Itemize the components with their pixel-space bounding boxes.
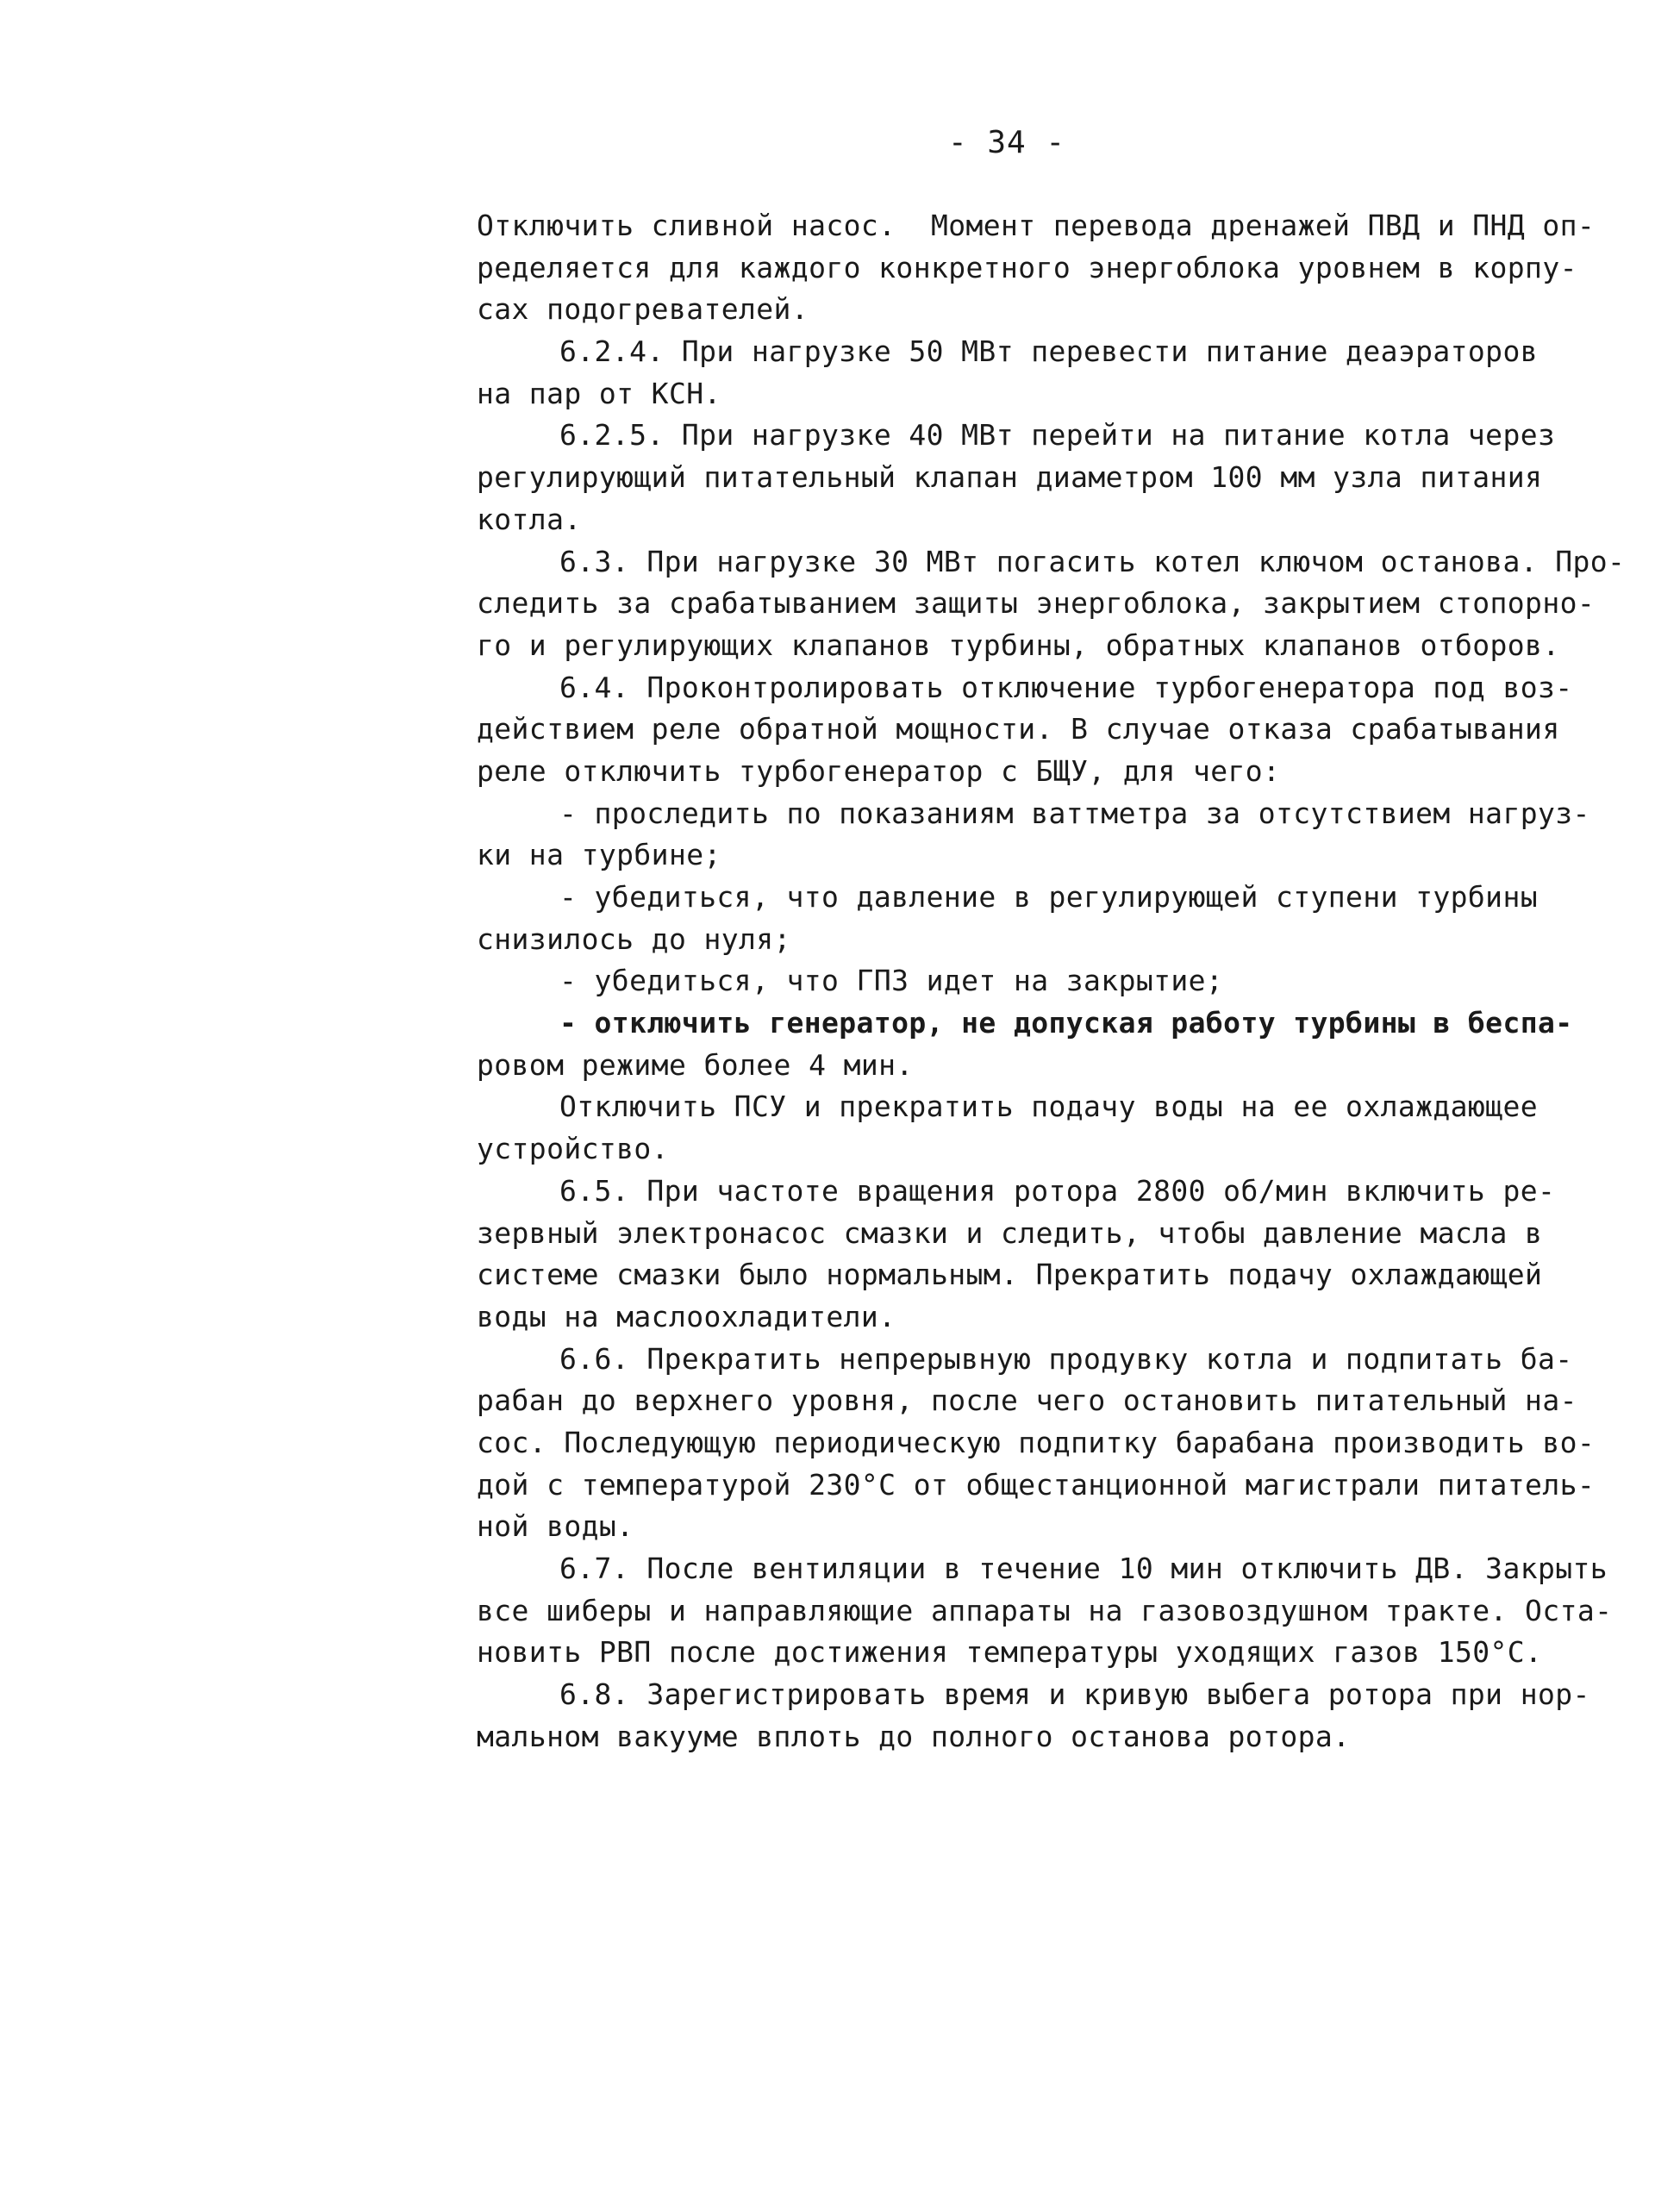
page-number: - 34 - [948,125,1066,160]
text-line: 6.8. Зарегистрировать время и кривую выбега ротора при нор- [559,1677,1590,1712]
text-line: котла. [477,502,582,536]
text-line: новить РВП после достижения температуры уходящих газов 150°С. [477,1635,1543,1670]
text-line: го и регулирующих клапанов турбины, обратных клапанов отборов. [477,628,1560,662]
text-line: зервный электронасос смазки и следить, чтобы давление масла в [477,1215,1543,1250]
text-line: - отключить генератор, не допуская работу турбины в беспа- [559,1006,1573,1040]
text-line: Отключить ПСУ и прекратить подачу воды на ее охлаждающее [559,1090,1538,1124]
text-line: реле отключить турбогенератор с БЩУ, для чего: [477,753,1281,788]
text-line: следить за срабатыванием защиты энергоблока, закрытием стопорно- [477,586,1596,621]
text-line: 6.5. При частоте вращения ротора 2800 об/мин включить ре- [559,1173,1556,1208]
text-line: 6.4. Проконтролировать отключение турбогенератора под воз- [559,670,1573,704]
body-text [477,205,1626,1758]
text-line: регулирующий питательный клапан диаметром 100 мм узла питания [477,460,1543,495]
text-line: - убедиться, что давление в регулирующей ступени турбины [559,880,1538,914]
text-line: ределяется для каждого конкретного энергоблока уровнем в корпу- [477,250,1577,284]
text-line: 6.2.4. При нагрузке 50 МВт перевести питание деаэраторов [559,334,1538,369]
text-line: на пар от КСН. [477,376,721,410]
text-line: 6.7. После вентиляции в течение 10 мин отключить ДВ. Закрыть [559,1552,1608,1585]
text-line: - убедиться, что ГПЗ идет на закрытие; [559,964,1224,998]
text-line: сос. Последующую периодическую подпитку барабана производить во- [477,1425,1596,1459]
text-line: устройство. [477,1132,669,1166]
text-line: снизилось до нуля; [477,921,791,956]
text-line: рабан до верхнего уровня, после чего остановить питательный на- [477,1383,1577,1418]
text-line: системе смазки было нормальным. Прекратить подачу охлаждающей [477,1258,1543,1292]
text-line: все шиберы и направляющие аппараты на газовоздушном тракте. Оста- [477,1593,1613,1627]
text-line: мальном вакууме вплоть до полного останова ротора. [477,1719,1351,1753]
text-line: ки на турбине; [477,838,721,872]
text-line: ровом режиме более 4 мин. [477,1047,914,1082]
text-line: 6.6. Прекратить непрерывную продувку котла и подпитать ба- [559,1341,1573,1376]
text-line: сах подогревателей. [477,292,809,327]
text-line: 6.2.5. При нагрузке 40 МВт перейти на питание котла через [559,418,1556,453]
text-line: 6.3. При нагрузке 30 МВт погасить котел ключом останова. Про- [559,544,1626,578]
text-line: Отключить сливной насос. Момент перевода дренажей ПВД и ПНД оп- [477,209,1596,242]
text-line: воды на маслоохладители. [477,1299,896,1333]
text-line: - проследить по показаниям ваттметра за отсутствием нагруз- [559,796,1590,830]
text-line: дой с температурой 230°С от общестанционной магистрали питатель- [477,1467,1596,1502]
text-line: действием реле обратной мощности. В случае отказа срабатывания [477,712,1560,746]
text-line: ной воды. [477,1509,634,1544]
